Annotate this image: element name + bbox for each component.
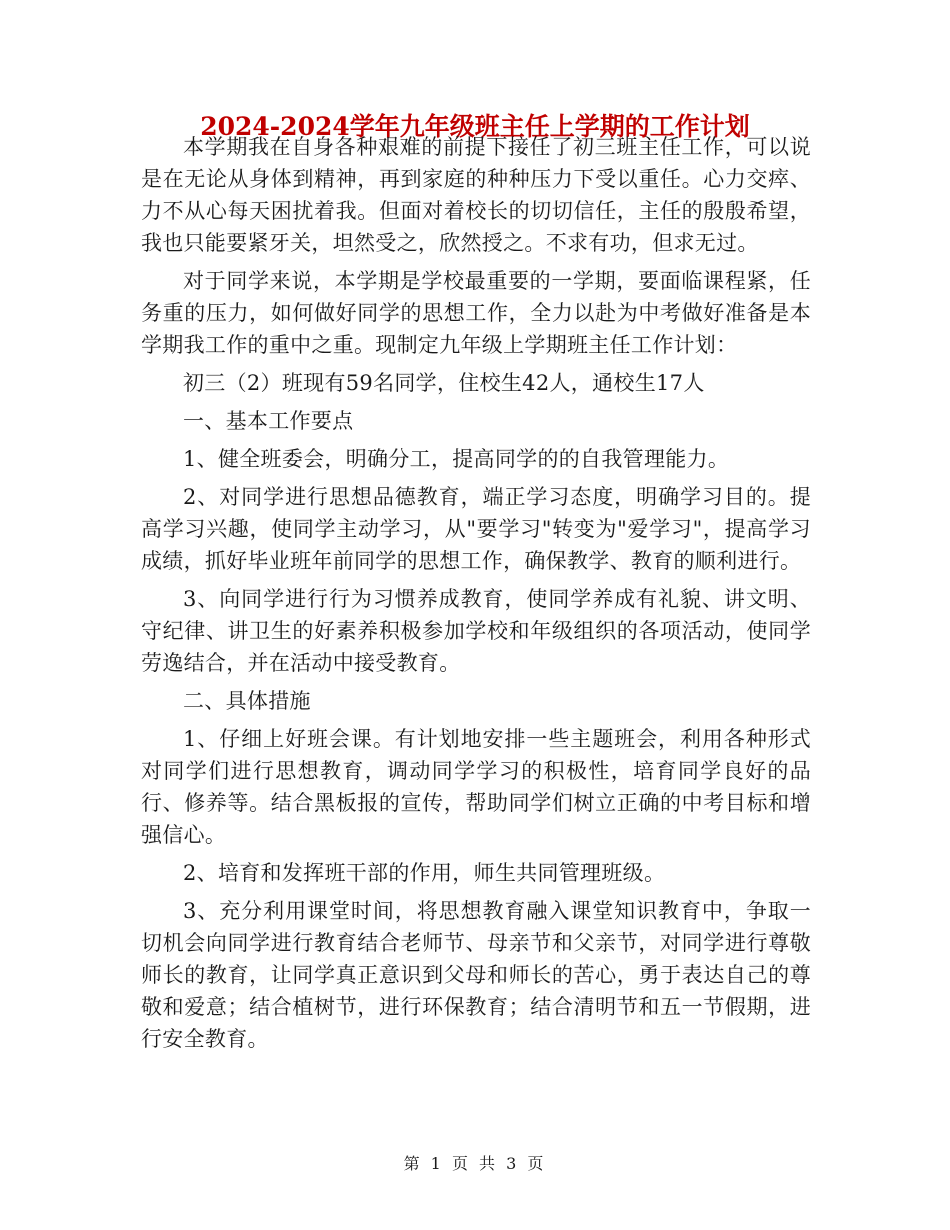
section-heading-basic-points: 一、基本工作要点	[183, 409, 354, 433]
paragraph-measure-3: 3、充分利用课堂时间，将思想教育融入课堂知识教育中，争取一切机会向同学进行教育结合老师节、母亲节和父亲节，对同学进行尊敬师长的教育，让同学真正意识到父母和师长的苦心，勇于表达自己的尊敬和爱意；结合植树节，进行环保教育；结合清明节和五一节假期，进行安全教育。	[141, 899, 811, 1051]
paragraph-measure-1: 1、仔细上好班会课。有计划地安排一些主题班会，利用各种形式对同学们进行思想教育，调动同学学习的积极性，培育同学良好的品行、修养等。结合黑板报的宣传，帮助同学们树立正确的中考目标和增强信心。	[141, 727, 811, 847]
paragraph-intro: 本学期我在自身各种艰难的前提下接任了初三班主任工作，可以说是在无论从身体到精神，再到家庭的种种压力下受以重任。心力交瘁、力不从心每天困扰着我。但面对着校长的切切信任，主任的殷殷希望，我也只能要紧牙关，坦然受之，欣然授之。不求有功，但求无过。	[141, 135, 811, 255]
paragraph-measure-2: 2、培育和发挥班干部的作用，师生共同管理班级。	[183, 861, 666, 885]
document-body	[141, 131, 811, 1061]
paragraph-context: 对于同学来说，本学期是学校最重要的一学期，要面临课程紧，任务重的压力，如何做好同学的思想工作，全力以赴为中考做好准备是本学期我工作的重中之重。现制定九年级上学期班主任工作计划：	[141, 269, 811, 357]
paragraph-class-info: 初三（2）班现有59名同学，住校生42人，通校生17人	[183, 371, 705, 395]
paragraph-point-1: 1、健全班委会，明确分工，提高同学的的自我管理能力。	[183, 447, 730, 471]
page-number-footer: 第 1 页 共 3 页	[403, 1154, 547, 1173]
document-title: 2024-2024学年九年级班主任上学期的工作计划	[200, 112, 750, 141]
paragraph-point-3: 3、向同学进行行为习惯养成教育，使同学养成有礼貌、讲文明、守纪律、讲卫生的好素养积极参加学校和年级组织的各项活动，使同学劳逸结合，并在活动中接受教育。	[141, 587, 811, 675]
paragraph-point-2: 2、对同学进行思想品德教育，端正学习态度，明确学习目的。提高学习兴趣，使同学主动学习，从"要学习"转变为"爱学习"，提高学习成绩，抓好毕业班年前同学的思想工作，确保教学、教育的顺利进行。	[141, 485, 811, 573]
section-heading-measures: 二、具体措施	[183, 689, 311, 713]
